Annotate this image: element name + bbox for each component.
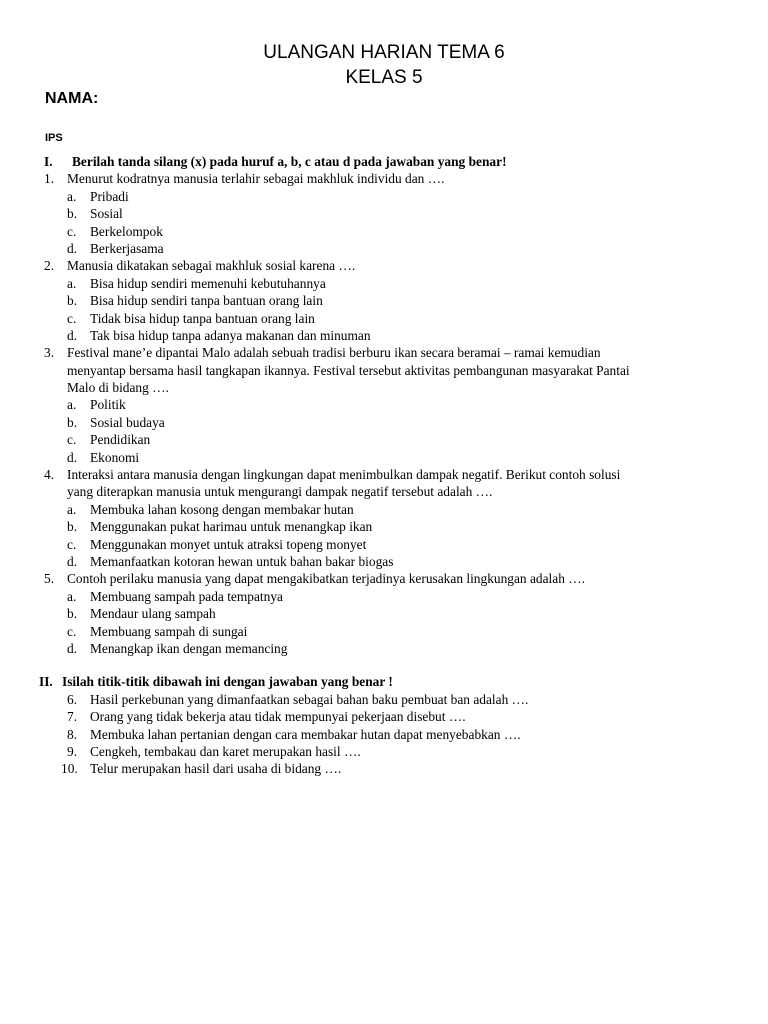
option-letter: d. <box>67 640 78 656</box>
option-2a <box>0 275 768 292</box>
option-text: Pendidikan <box>90 432 151 448</box>
option-text: Tak bisa hidup tanpa adanya makanan dan minuman <box>90 327 371 343</box>
question-text: Menurut kodratnya manusia terlahir sebagai makhluk individu dan …. <box>67 171 445 187</box>
fill-question-7 <box>0 708 768 725</box>
option-text: Membuang sampah di sungai <box>90 623 248 639</box>
question-3 <box>0 344 768 361</box>
option-3a <box>0 396 768 413</box>
question-text: Malo di bidang …. <box>67 380 169 396</box>
option-text: Menangkap ikan dengan memancing <box>90 640 288 656</box>
question-number: 8. <box>67 726 78 742</box>
option-letter: a. <box>67 501 77 517</box>
option-letter: a. <box>67 275 77 291</box>
question-number: 6. <box>67 691 78 707</box>
option-text: Politik <box>90 397 126 413</box>
option-5c <box>0 623 768 640</box>
subject-label: IPS <box>45 132 63 144</box>
option-letter: b. <box>67 293 78 309</box>
question-text: menyantap bersama hasil tangkapan ikannya. Festival tersebut aktivitas pembangunan masyarakat Pantai <box>67 362 630 378</box>
option-text: Mendaur ulang sampah <box>90 606 216 622</box>
option-2b <box>0 292 768 309</box>
option-text: Ekonomi <box>90 449 140 465</box>
question-4 <box>0 466 768 483</box>
option-4c <box>0 536 768 553</box>
section-1-instruction: Berilah tanda silang (x) pada huruf a, b, c atau d pada jawaban yang benar! <box>72 154 507 169</box>
option-letter: c. <box>67 432 77 448</box>
section-2-instruction: Isilah titik-titik dibawah ini dengan jawaban yang benar ! <box>62 674 393 690</box>
option-2d <box>0 327 768 344</box>
option-text: Berkerjasama <box>90 240 164 256</box>
option-4a <box>0 501 768 518</box>
option-3d <box>0 449 768 466</box>
question-text: Manusia dikatakan sebagai makhluk sosial karena …. <box>67 258 356 274</box>
option-1d <box>0 240 768 257</box>
question-3-continued <box>0 379 768 396</box>
question-text: Contoh perilaku manusia yang dapat mengakibatkan terjadinya kerusakan lingkungan adalah …. <box>67 571 585 587</box>
option-letter: a. <box>67 188 77 204</box>
question-number: 5. <box>44 571 55 587</box>
option-letter: a. <box>67 588 77 604</box>
option-1c <box>0 223 768 240</box>
question-text: Interaksi antara manusia dengan lingkungan dapat menimbulkan dampak negatif. Berikut contoh solusi <box>67 467 621 483</box>
option-letter: b. <box>67 606 78 622</box>
question-content <box>0 153 768 778</box>
question-1 <box>0 170 768 187</box>
question-text: yang diterapkan manusia untuk mengurangi dampak negatif tersebut adalah …. <box>67 484 493 500</box>
question-2 <box>0 257 768 274</box>
question-number: 3. <box>44 345 55 361</box>
option-1b <box>0 205 768 222</box>
option-text: Bisa hidup sendiri tanpa bantuan orang lain <box>90 293 323 309</box>
fill-question-8 <box>0 726 768 743</box>
option-letter: d. <box>67 240 78 256</box>
section-2-number: II. <box>39 674 53 690</box>
question-text: Membuka lahan pertanian dengan cara membakar hutan dapat menyebabkan …. <box>90 726 521 742</box>
question-number: 7. <box>67 709 78 725</box>
question-number: 1. <box>44 171 55 187</box>
option-text: Pribadi <box>90 188 129 204</box>
option-text: Menggunakan monyet untuk atraksi topeng monyet <box>90 536 367 552</box>
option-text: Membuang sampah pada tempatnya <box>90 588 283 604</box>
fill-question-10 <box>0 760 768 777</box>
option-text: Sosial budaya <box>90 414 165 430</box>
section-spacer <box>0 657 768 673</box>
question-number: 2. <box>44 258 55 274</box>
option-letter: c. <box>67 623 77 639</box>
option-letter: b. <box>67 519 78 535</box>
option-3c <box>0 431 768 448</box>
option-5a <box>0 588 768 605</box>
section-1-heading <box>0 153 768 170</box>
option-letter: a. <box>67 397 77 413</box>
question-text: Orang yang tidak bekerja atau tidak mempunyai pekerjaan disebut …. <box>90 709 466 725</box>
question-4-continued <box>0 483 768 500</box>
option-5b <box>0 605 768 622</box>
option-4b <box>0 518 768 535</box>
option-text: Membuka lahan kosong dengan membakar hutan <box>90 501 354 517</box>
option-text: Berkelompok <box>90 223 163 239</box>
question-text: Telur merupakan hasil dari usaha di bidang …. <box>90 761 342 777</box>
section-2-heading <box>0 673 768 690</box>
question-number: 4. <box>44 467 55 483</box>
option-letter: c. <box>67 310 77 326</box>
option-text: Tidak bisa hidup tanpa bantuan orang lain <box>90 310 315 326</box>
option-3b <box>0 414 768 431</box>
option-letter: b. <box>67 414 78 430</box>
question-text: Festival mane’e dipantai Malo adalah sebuah tradisi berburu ikan secara beramai – ramai kemudian <box>67 345 601 361</box>
option-2c <box>0 310 768 327</box>
title-line-1: ULANGAN HARIAN TEMA 6 <box>263 42 505 63</box>
option-text: Bisa hidup sendiri memenuhi kebutuhannya <box>90 275 326 291</box>
option-letter: d. <box>67 327 78 343</box>
name-label: NAMA: <box>45 90 99 107</box>
option-letter: b. <box>67 206 78 222</box>
title-line-2: KELAS 5 <box>345 67 423 88</box>
option-text: Menggunakan pukat harimau untuk menangkap ikan <box>90 519 373 535</box>
option-letter: d. <box>67 449 78 465</box>
question-text: Cengkeh, tembakau dan karet merupakan hasil …. <box>90 743 361 759</box>
option-letter: c. <box>67 223 77 239</box>
fill-question-9 <box>0 743 768 760</box>
option-1a <box>0 188 768 205</box>
option-text: Sosial <box>90 206 123 222</box>
question-5 <box>0 570 768 587</box>
fill-question-6 <box>0 691 768 708</box>
question-number: 10. <box>61 761 78 777</box>
option-text: Memanfaatkan kotoran hewan untuk bahan bakar biogas <box>90 553 394 569</box>
question-number: 9. <box>67 743 78 759</box>
option-5d <box>0 640 768 657</box>
question-text: Hasil perkebunan yang dimanfaatkan sebagai bahan baku pembuat ban adalah …. <box>90 691 529 707</box>
question-3-continued <box>0 362 768 379</box>
option-letter: d. <box>67 553 78 569</box>
option-letter: c. <box>67 536 77 552</box>
option-4d <box>0 553 768 570</box>
section-1-number: I. <box>44 154 53 169</box>
